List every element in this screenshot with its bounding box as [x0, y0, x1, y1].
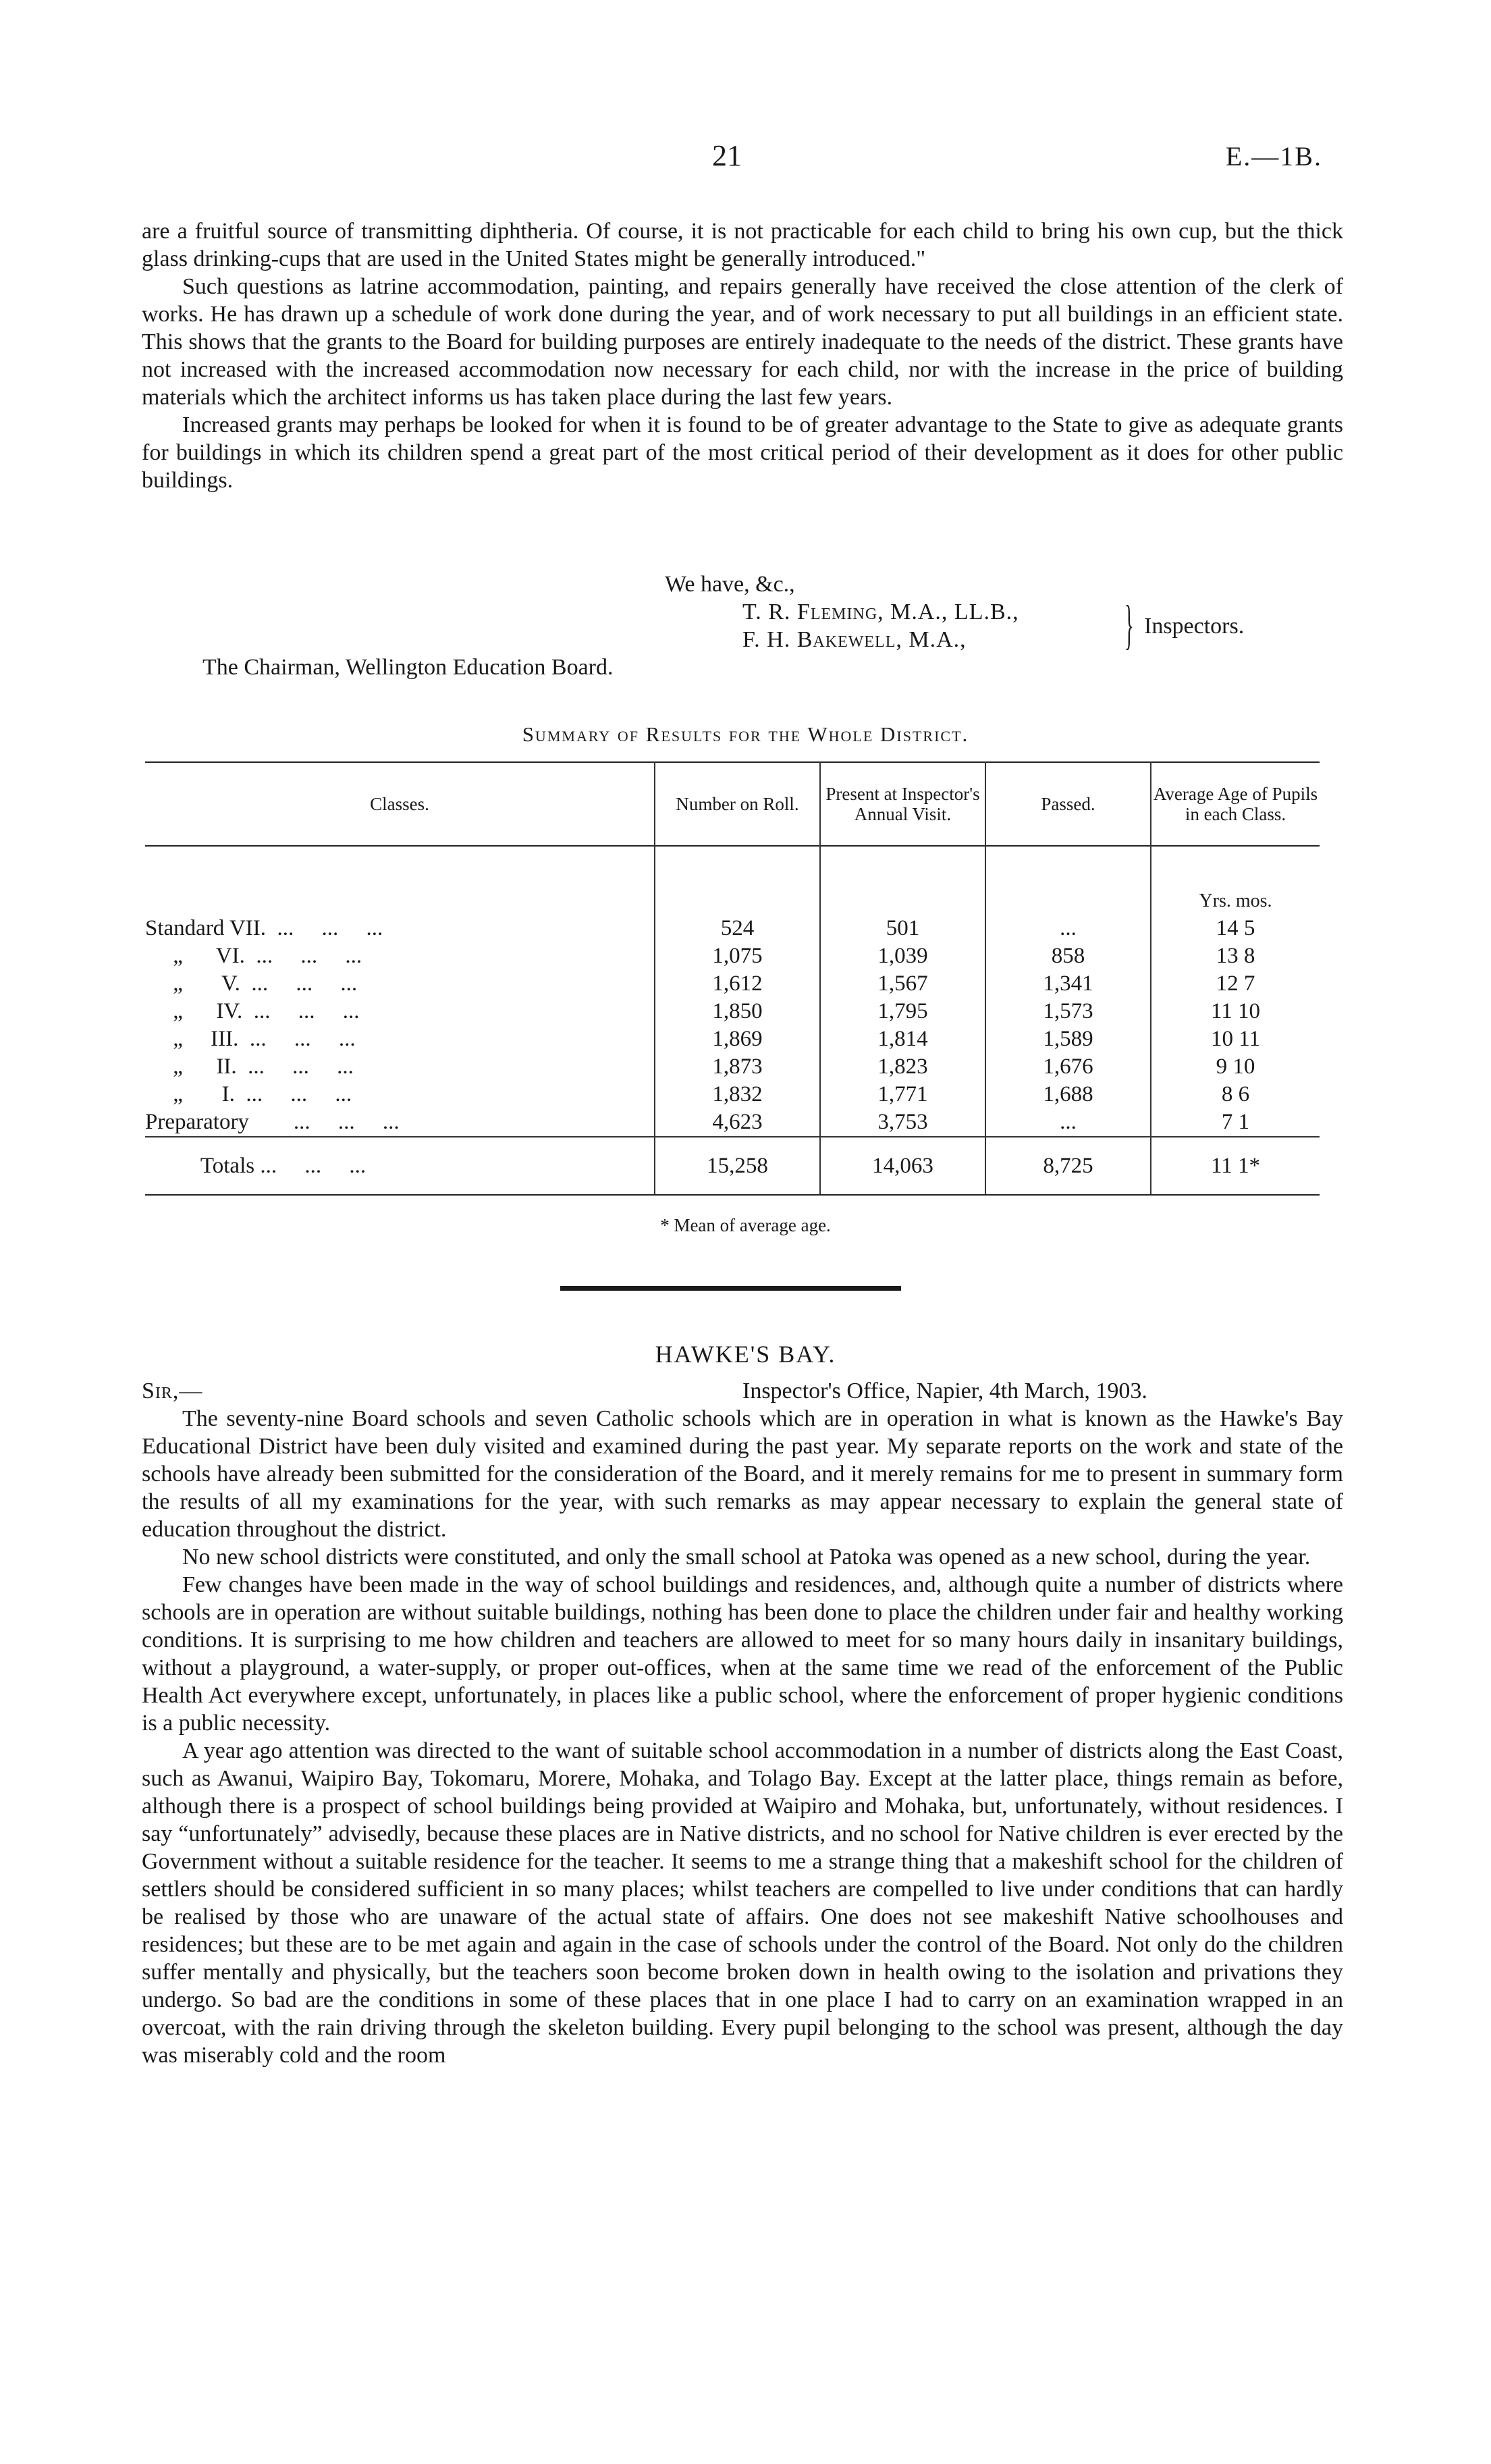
table-row [145, 942, 1320, 970]
table-footnote: * Mean of average age. [660, 1215, 831, 1235]
roll-value: 1,873 [655, 1053, 820, 1081]
col-header-roll: Number on Roll. [655, 762, 820, 846]
table-row [145, 1081, 1320, 1108]
class-label: „ IV. ... ... ... [145, 999, 360, 1023]
present-value: 1,814 [820, 1025, 985, 1053]
passed-value: 1,688 [985, 1081, 1151, 1108]
class-label: Standard VII. ... ... ... [145, 916, 383, 940]
paragraph: No new school districts were constituted, and only the small school at Patoka was opened as a new school, during the year. [182, 1545, 1311, 1570]
passed-value: ... [985, 1108, 1151, 1137]
present-value: 3,753 [820, 1108, 985, 1137]
age-value: 12 7 [1151, 970, 1320, 998]
table-row [145, 970, 1320, 998]
dateline-row [142, 1377, 1343, 1405]
salutation: Sir,— [142, 1378, 203, 1403]
passed-value: 1,676 [985, 1053, 1151, 1081]
age-value: 8 6 [1151, 1081, 1320, 1108]
table-title: Summary of Results for the Whole District. [522, 722, 969, 746]
paragraph: Increased grants may perhaps be looked for when it is found to be of greater advantage to the State to give as adequate grants for buildings in which its children spend a great part of the most critical period of their development as it does for other public buildings. [142, 412, 1343, 493]
table-row [145, 1108, 1320, 1137]
roll-value: 1,832 [655, 1081, 820, 1108]
table-spacer-row [145, 846, 1320, 887]
present-value: 1,771 [820, 1081, 985, 1108]
table-row [145, 1025, 1320, 1053]
roll-value: 524 [655, 915, 820, 942]
present-value: 1,039 [820, 942, 985, 970]
present-value: 1,795 [820, 998, 985, 1025]
class-label: „ I. ... ... ... [145, 1082, 352, 1106]
signatory-fleming: T. R. Fleming, M.A., LL.B., [742, 599, 1019, 624]
present-value: 1,823 [820, 1053, 985, 1081]
dateline: Inspector's Office, Napier, 4th March, 1903. [742, 1378, 1147, 1403]
table-row [145, 998, 1320, 1025]
addressee: The Chairman, Wellington Education Board. [202, 655, 614, 680]
roll-value: 1,612 [655, 970, 820, 998]
passed-value: 1,589 [985, 1025, 1151, 1053]
signatory-bakewell: F. H. Bakewell, M.A., [742, 627, 967, 652]
class-label: „ II. ... ... ... [145, 1054, 354, 1079]
present-value: 501 [820, 915, 985, 942]
brace: } [1124, 595, 1134, 655]
paragraph: Few changes have been made in the way of school buildings and residences, and, although quite a number of districts where schools are in operation are without suitable buildings, nothing has been done to place the children under fair and healthy working conditions. It is surprising to me how children and teachers are allowed to meet for so many hours daily in insanitary buildings, without a playground, a water-supply, or proper out-offices, when at the same time we read of the enforcement of the Public Health Act everywhere except, unfortunately, in places like a public school, where the enforcement of proper hygienic conditions is a public necessity. [142, 1572, 1343, 1736]
page-number: 21 [712, 139, 742, 172]
passed-value: 1,341 [985, 970, 1151, 998]
age-value: 11 10 [1151, 998, 1320, 1025]
units-row [145, 887, 1320, 915]
table-header-row [145, 762, 1320, 846]
section-heading: HAWKE'S BAY. [655, 1341, 836, 1368]
age-value: 7 1 [1151, 1108, 1320, 1137]
roll-value: 1,869 [655, 1025, 820, 1053]
summary-table [145, 761, 1320, 1196]
totals-label: Totals ... ... ... [145, 1137, 655, 1195]
roll-value: 1,850 [655, 998, 820, 1025]
present-value: 1,567 [820, 970, 985, 998]
roll-total: 15,258 [655, 1137, 820, 1195]
class-label: „ V. ... ... ... [145, 971, 358, 996]
present-total: 14,063 [820, 1137, 985, 1195]
age-units: Yrs. mos. [1151, 887, 1320, 915]
roll-value: 1,075 [655, 942, 820, 970]
closing-salutation: We have, &c., [665, 572, 795, 597]
passed-value: ... [985, 915, 1151, 942]
col-header-present: Present at Inspector's Annual Visit. [820, 762, 985, 846]
class-label: „ VI. ... ... ... [145, 944, 362, 968]
age-total: 11 1* [1151, 1137, 1320, 1195]
wellington-report-text [142, 217, 1343, 494]
age-value: 13 8 [1151, 942, 1320, 970]
paragraph: The seventy-nine Board schools and seven Catholic schools which are in operation in what is known as the Hawke's Bay Educational District have been duly visited and examined during the past year. My separate reports on the work and state of the schools have already been submitted for the consideration of the Board, and it merely remains for me to present in summary form the results of all my examinations for the year, with such remarks as may appear necessary to explain the general state of education throughout the district. [142, 1406, 1343, 1542]
document-reference: E.—1B. [1225, 141, 1322, 171]
section-divider [560, 1286, 901, 1291]
col-header-classes: Classes. [370, 794, 429, 814]
age-value: 9 10 [1151, 1053, 1320, 1081]
paragraph: Such questions as latrine accommodation, painting, and repairs generally have received the close attention of the clerk of works. He has drawn up a schedule of work done during the year, and of work necessary to put all buildings in an efficient state. This shows that the grants to the Board for building purposes are entirely inadequate to the needs of the district. These grants have not increased with the increased accommodation now necessary for each child, nor with the increase in the price of building materials which the architect informs us has taken place during the last few years. [142, 274, 1343, 410]
passed-total: 8,725 [985, 1137, 1151, 1195]
class-label: Preparatory ... ... ... [145, 1110, 400, 1134]
totals-row [145, 1137, 1320, 1195]
table-row [145, 915, 1320, 942]
table-row [145, 1053, 1320, 1081]
passed-value: 1,573 [985, 998, 1151, 1025]
age-value: 14 5 [1151, 915, 1320, 942]
hawkes-bay-report-text [142, 1377, 1343, 2069]
paragraph: are a fruitful source of transmitting diphtheria. Of course, it is not practicable for each child to bring his own cup, but the thick glass drinking-cups that are used in the United States might be generally introduced." [142, 219, 1343, 271]
col-header-passed: Passed. [985, 762, 1151, 846]
paragraph: A year ago attention was directed to the want of suitable school accommodation in a number of districts along the East Coast, such as Awanui, Waipiro Bay, Tokomaru, Morere, Mohaka, and Tolago Bay. Except at the latter place, things remain as before, although there is a prospect of school buildings being provided at Waipiro and Mohaka, but, unfortunately, without residences. I say “unfortunately” advisedly, because these places are in Native districts, and no school for Native children is ever erected by the Government without a suitable residence for the teacher. It seems to me a strange thing that a makeshift school for the children of settlers should be considered sufficient in so many places; whilst teachers are compelled to live under conditions that can hardly be realised by those who are unaware of the actual state of affairs. One does not see makeshift Native schoolhouses and residences; but these are to be met again and again in the case of schools under the control of the Board. Not only do the children suffer mentally and physically, but the teachers soon become broken down in health owing to the isolation and privations they undergo. So bad are the conditions in some of these places that in one place I had to carry on an examination wrapped in an overcoat, with the rain driving through the skeleton building. Every pupil belonging to the school was present, although the day was miserably cold and the room [142, 1738, 1343, 2068]
age-value: 10 11 [1151, 1025, 1320, 1053]
passed-value: 858 [985, 942, 1151, 970]
col-header-age: Average Age of Pupils in each Class. [1151, 762, 1320, 846]
inspectors-label: Inspectors. [1144, 614, 1245, 639]
class-label: „ III. ... ... ... [145, 1027, 356, 1051]
roll-value: 4,623 [655, 1108, 820, 1137]
